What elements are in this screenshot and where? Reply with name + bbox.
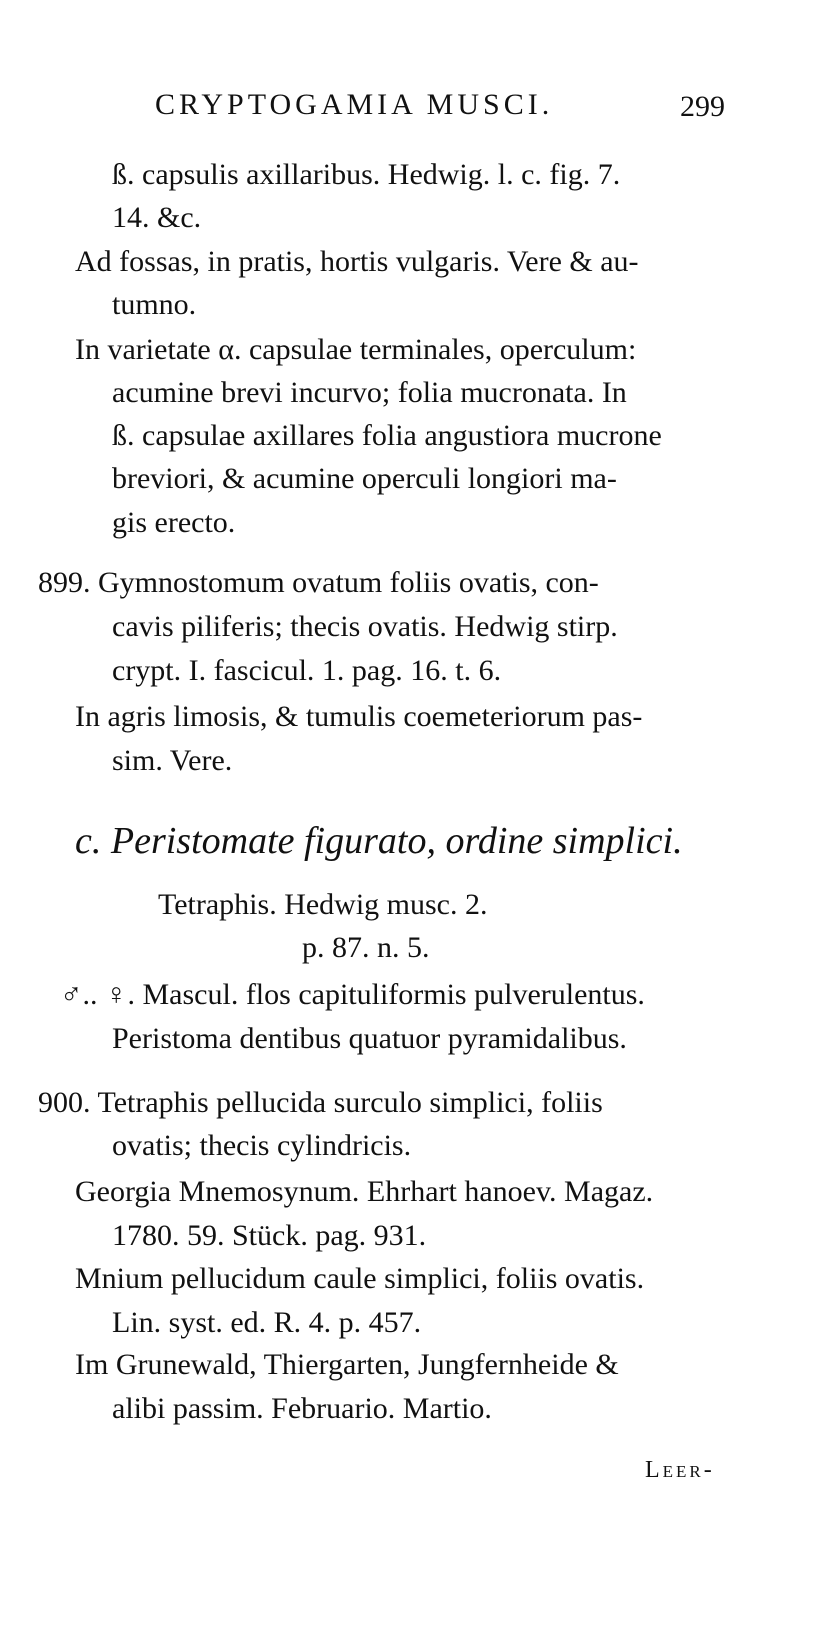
text-line: acumine brevi incurvo; folia mucronata. In [112,376,627,409]
text-line: ß. capsulis axillaribus. Hedwig. l. c. fig. 7. [112,158,621,191]
text-line: In agris limosis, & tumulis coemeteriorum pas- [75,700,643,733]
page-number: 299 [680,90,725,123]
text-line: ♂.. ♀. Mascul. flos capituliformis pulverulentus. [60,978,645,1011]
section-heading: c. Peristomate figurato, ordine simplici. [75,820,683,862]
entry-899: 899. Gymnostomum ovatum foliis ovatis, con- [38,566,599,599]
text-line: sim. Vere. [112,744,233,777]
text-line: ovatis; thecis cylindricis. [112,1129,412,1162]
text-line: In varietate α. capsulae terminales, operculum: [75,333,637,366]
text-line: alibi passim. Februario. Martio. [112,1392,492,1425]
text-line: Lin. syst. ed. R. 4. p. 457. [112,1306,422,1339]
text-line: breviori, & acumine operculi longiori ma- [112,462,617,495]
text-line: ß. capsulae axillares folia angustiora mucrone [112,419,662,452]
text-line: 1780. 59. Stück. pag. 931. [112,1219,427,1252]
text-line: Georgia Mnemosynum. Ehrhart hanoev. Magaz. [75,1175,654,1208]
running-header: CRYPTOGAMIA MUSCI. [155,88,554,121]
text-line: Peristoma dentibus quatuor pyramidalibus. [112,1022,627,1055]
text-line: cavis piliferis; thecis ovatis. Hedwig stirp. [112,610,618,643]
text-line: 14. &c. [112,201,202,234]
text-line: Mnium pellucidum caule simplici, foliis ovatis. [75,1262,645,1295]
genus-reference: p. 87. n. 5. [302,931,430,964]
text-line: gis erecto. [112,506,236,539]
text-line: Im Grunewald, Thiergarten, Jungfernheide & [75,1348,619,1381]
entry-900: 900. Tetraphis pellucida surculo simplici, foliis [38,1086,603,1119]
text-line: crypt. I. fascicul. 1. pag. 16. t. 6. [112,654,502,687]
text-line: Ad fossas, in pratis, hortis vulgaris. Vere & au- [75,245,639,278]
genus-heading: Tetraphis. Hedwig musc. 2. [158,888,488,921]
catchword: Leer- [645,1457,715,1483]
text-line: tumno. [112,288,197,321]
